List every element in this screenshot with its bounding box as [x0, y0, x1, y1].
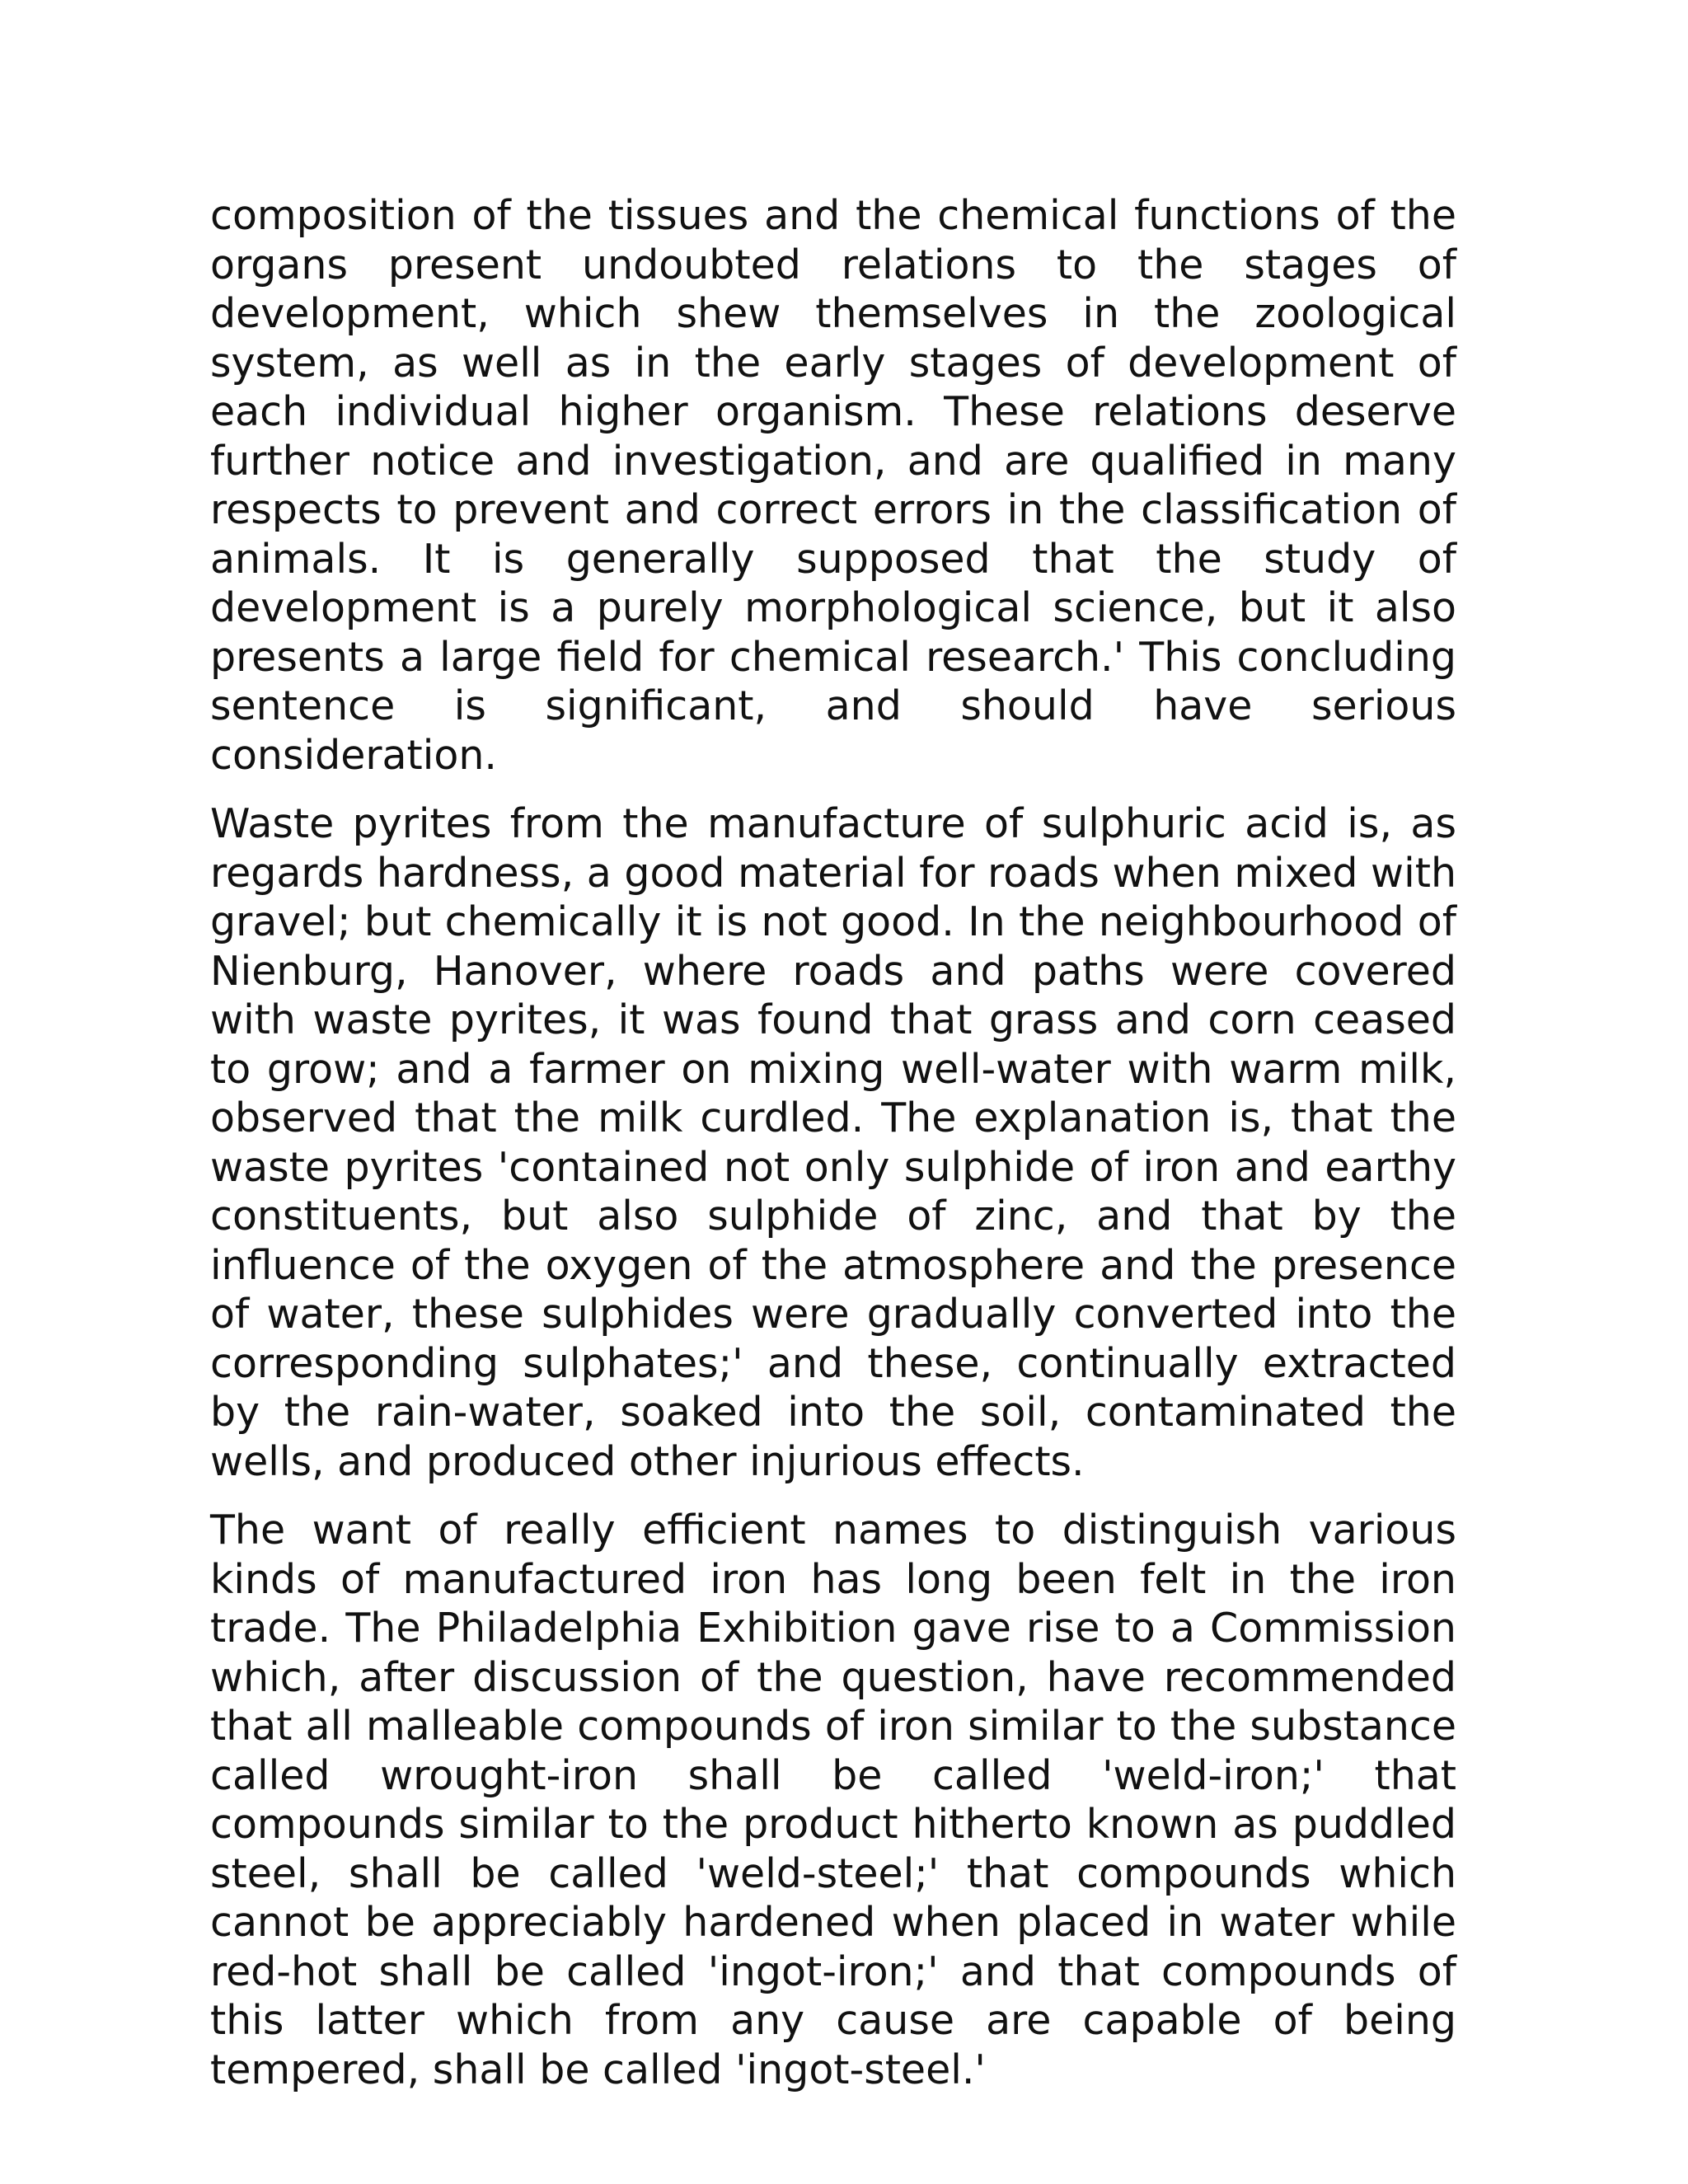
document-page: [210, 191, 1456, 2114]
paragraph-iron-names: The want of really efficient names to distinguish various kinds of manufactured iron has long been felt in the iron trade. The Philadelphia Exhibition gave rise to a Commission which, after discussion of the question, have recommended that all malleable compounds of iron similar to the substance called wrought-iron shall be called 'weld-iron;' that compounds similar to the product hitherto known as puddled steel, shall be called 'weld-steel;' that compounds which cannot be appreciably hardened when placed in water while red-hot shall be called 'ingot-iron;' and that compounds of this latter which from any cause are capable of being tempered, shall be called 'ingot-steel.': [210, 1507, 1456, 2093]
paragraph-waste-pyrites: Waste pyrites from the manufacture of sulphuric acid is, as regards hardness, a good material for roads when mixed with gravel; but chemically it is not good. In the neighbourhood of Nienburg, Hanover, where roads and paths were covered with waste pyrites, it was found that grass and corn ceased to grow; and a farmer on mixing well-water with warm milk, observed that the milk curdled. The explanation is, that the waste pyrites 'contained not only sulphide of iron and earthy constituents, but also sulphide of zinc, and that by the influence of the oxygen of the atmosphere and the presence of water, these sulphides were gradually converted into the corresponding sulphates;' and these, continually extracted by the rain-water, soaked into the soil, contaminated the wells, and produced other injurious effects.: [210, 800, 1456, 1485]
paragraph-tissue-chemistry: composition of the tissues and the chemical functions of the organs present undoubted relations to the stages of development, which shew themselves in the zoological system, as well as in the early stages of development of each individual higher organism. These relations deserve further notice and investigation, and are qualified in many respects to prevent and correct errors in the classification of animals. It is generally supposed that the study of development is a purely morphological science, but it also presents a large field for chemical research.' This concluding sentence is significant, and should have serious consideration.: [210, 192, 1456, 779]
